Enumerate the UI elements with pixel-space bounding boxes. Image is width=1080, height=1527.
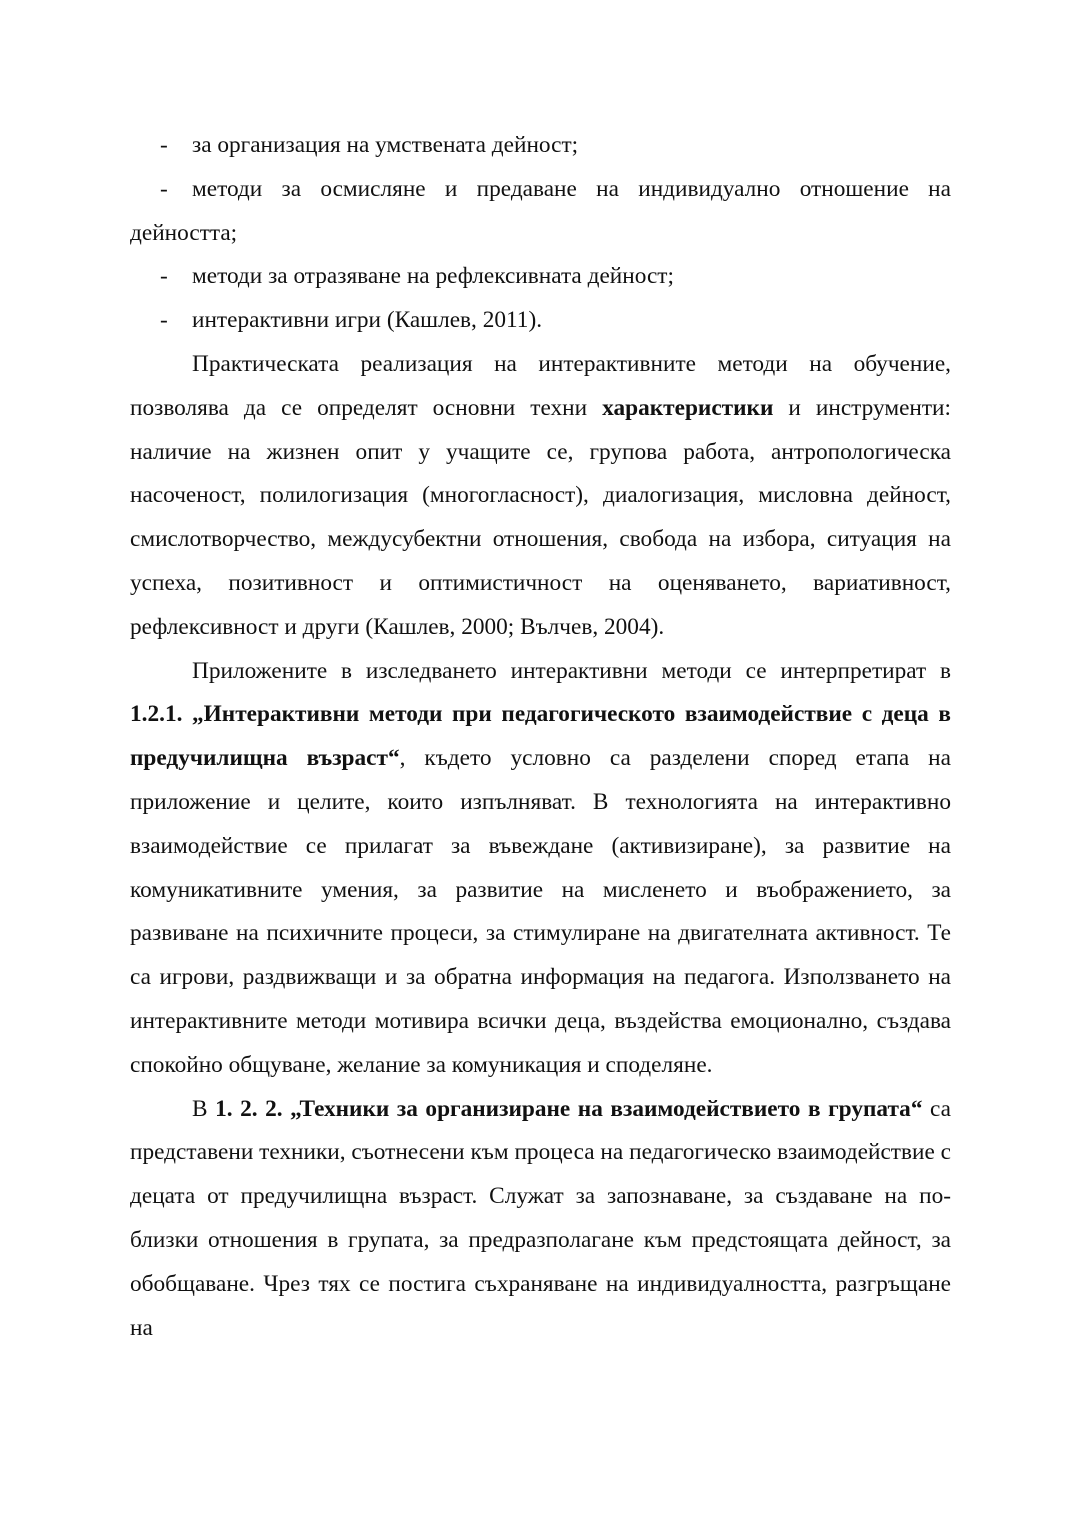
list-item-text: за организация на умствената дейност; [192,132,579,158]
paragraph-text: Приложените в изследването интерактивни методи се интерпретират в [192,657,951,684]
paragraph-text: и инструменти: наличие на жизнен опит у учащите се, групова работа, антропологическа насоченост, полилогизация (многогласност), диалогизация, мисловна дейност, смислотворчество, междусубектни отношения, свобода на избора, ситуация на успеха, позитивност и оптимистичност на оценяването, вариативност, рефлексивност и други (Кашлев, 2000; Вълчев, 2004). [130,394,951,640]
list-dash: - [160,263,168,290]
list-item-text: методи за отразяване на рефлексивната дейност; [192,263,674,290]
paragraph-characteristics [130,343,951,650]
list-dash: - [160,175,168,202]
list-item [130,255,951,299]
list-dash: - [160,307,168,334]
paragraph-text: , където условно са разделени според етапа на приложение и целите, които изпълняват. В технологията на интерактивно взаимодействие се прилагат за въвеждане (активизиране), за развитие на комуникативните умения, за развитие на мисленето и въображението, за развиване на психичните процеси, за стимулиране на двигателната активност. Те са игрови, раздвижващи и за обратна информация на педагога. Използването на интерактивните методи мотивира всички деца, въздейства емоционално, създава спокойно общуване, желание за комуникация и споделяне. [130,745,951,1078]
document-page [130,124,951,1350]
bold-term: характеристики [602,394,774,421]
list-item [130,168,951,212]
section-reference: 1.2.1. „Интерактивни методи при педагогическото взаимодействие с деца в предучилищна възраст“ [130,701,951,772]
list-dash: - [160,132,168,158]
list-item-text: методи за осмисляне и предаване на индивидуално отношение на [192,175,951,202]
paragraph-text: са представени техники, съотнесени към процеса на педагогическо взаимодействие с децата от предучилищна възраст. Служат за запознаване, за създаване на по-близки отношения в групата, за предразполагане към предстоящата дейност, за обобщаване. Чрез тях се постига съхраняване на индивидуалността, разгръщане на [130,1095,951,1341]
list-item-text: интерактивни игри (Кашлев, 2011). [192,307,543,334]
paragraph-text: Практическата реализация на интерактивните методи на обучение, позволява да се определят основни техни [130,350,951,421]
section-reference: 1. 2. 2. „Техники за организиране на взаимодействието в групата“ [215,1095,923,1122]
paragraph-interactive-methods [130,650,951,1088]
list-item-continuation: дейността; [130,219,238,246]
list-item [130,124,951,168]
paragraph-text: В [192,1095,216,1122]
paragraph-techniques [130,1088,951,1351]
list-item [130,299,951,343]
